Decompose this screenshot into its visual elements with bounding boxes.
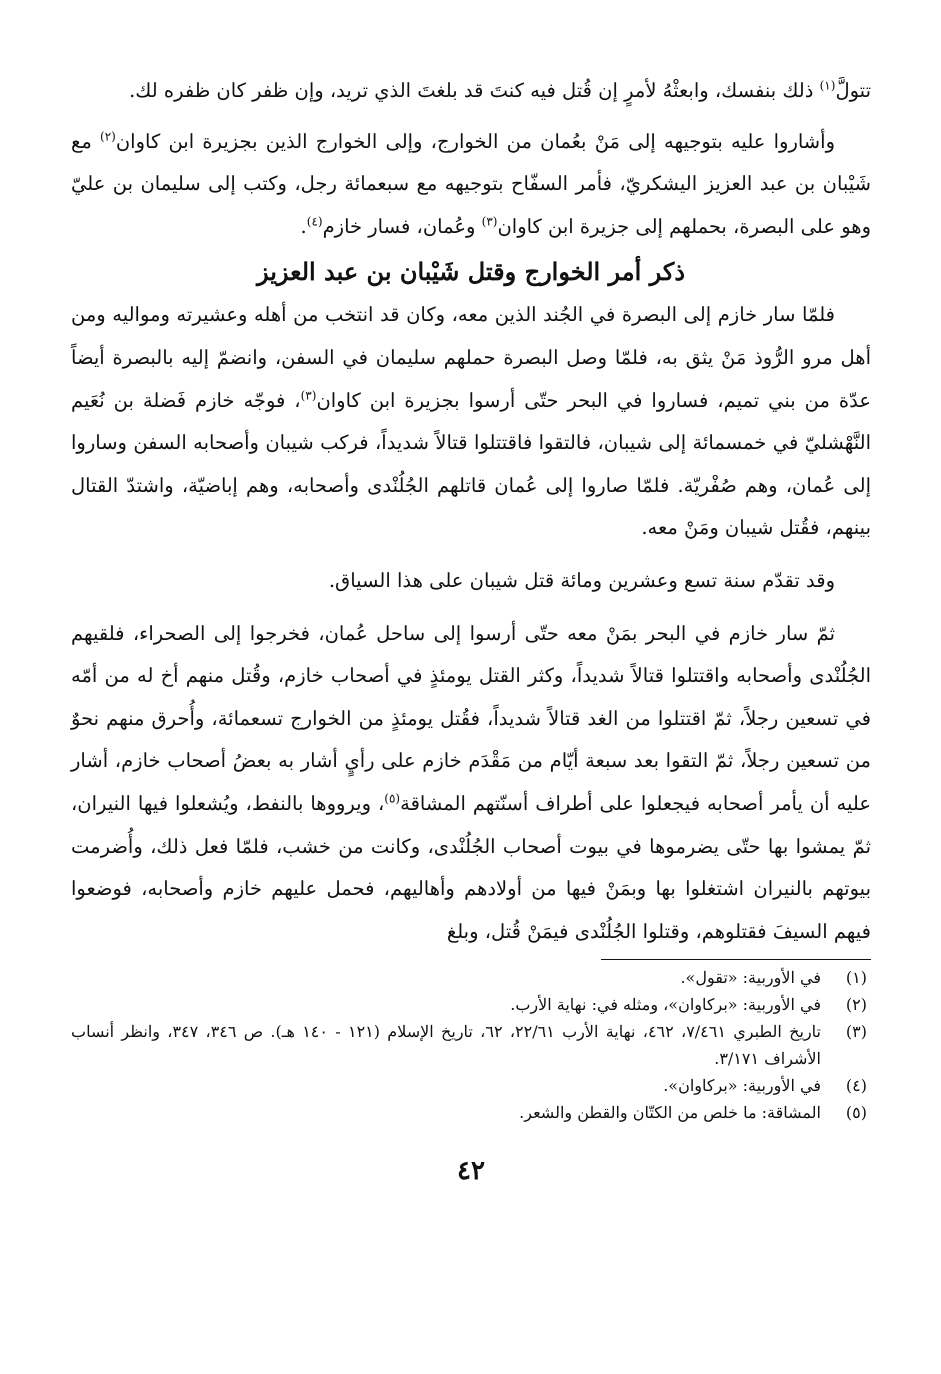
book-page [71, 70, 871, 1186]
page-number: ٤٢ [457, 1156, 485, 1187]
footnote-ref-3[interactable]: (٣) [481, 214, 498, 229]
footnote-number: (٥) [845, 1103, 867, 1123]
footnote-number: (٣) [845, 1022, 867, 1042]
text-run: ذلك بنفسك، وابعثْهُ لأمرٍ إن قُتل فيه كنتَ قد بلغتَ الذي تريد، وإن ظفر كان ظفره لك. [129, 79, 820, 102]
footnote-text: في الأوربية: «بركاوان»، ومثله في: نهاية الأرب. [510, 995, 821, 1015]
paragraph-3 [71, 294, 871, 550]
paragraph-5 [71, 613, 871, 954]
footnotes [71, 964, 871, 1126]
footnote-1 [71, 964, 871, 991]
text-run: وأشاروا عليه بتوجيهه إلى مَنْ بعُمان من الخوارج، وإلى الخوارج الذين بجزيرة ابن كاوان [115, 129, 835, 153]
footnote-number: (٢) [845, 995, 867, 1015]
footnote-ref-3[interactable]: (٣) [300, 388, 317, 403]
footnote-ref-2[interactable]: (٢) [100, 129, 116, 144]
footnote-ref-1[interactable]: (١) [819, 78, 836, 93]
footnote-4 [71, 1072, 871, 1099]
text-run: ثمّ سار خازم في البحر بمَنْ معه حتّى أرسوا إلى ساحل عُمان، فخرجوا إلى الصحراء، فلقيهم الجُلُنْدى وأصحابه واقتتلوا قتالاً شديداً، وكثر القتل يومئذٍ في أصحاب خازم، وقُتل منهم أخ له من أمّه في تسعين رجلاً، ثمّ اقتتلوا من الغد قتالاً شديداً، فقُتل يومئذٍ من الخوارج تسعمائة، وأُحرق منهم نحوٌ من تسعين رجلاً، ثمّ التقوا بعد سبعة أيّام من مَقْدَم خازم على رأيٍ أشار به بعضُ أصحاب خازم، أشار عليه أن يأمر أصحابه فيجعلوا على أطراف أسنّتهم المشاقة [71, 621, 871, 815]
footnote-text: في الأوربية: «بركاوان». [663, 1076, 821, 1096]
paragraph-4 [71, 560, 871, 603]
footnote-divider [601, 959, 871, 960]
text-run: ، ويرووها بالنفط، ويُشعلوا فيها النيران، ثمّ يمشوا بها حتّى يضرموها في بيوت أصحاب الجُلُنْدى، وكانت من خشب، فلمّا فعل ذلك، وأُضرمت بيوتهم بالنيران اشتغلوا بها وبمَنْ فيها من أولادهم وأهاليهم، فحمل عليهم خازم وأصحابه، فوضعوا فيهم السيفَ فقتلوهم، وقتلوا الجُلُنْدى فيمَنْ قُتل، وبلغ [71, 791, 871, 943]
text-run: تتولَّ [835, 79, 871, 102]
section-heading: ذكر أمر الخوارج وقتل شَيْبان بن عبد العزيز [256, 257, 686, 287]
footnote-2 [71, 991, 871, 1018]
text-run: وقد تقدّم سنة تسع وعشرين ومائة قتل شيبان على هذا السياق. [328, 568, 835, 592]
footnote-3 [71, 1018, 871, 1072]
text-run: وعُمان، فسار خازم [322, 214, 482, 238]
text-run: فلمّا سار خازم إلى البصرة في الجُند الذين معه، وكان قد انتخب من أهله وعشيرته ومواليه ومن أهل مرو الرُّوذ مَنْ يثق به، فلمّا وصل البصرة حملهم سليمان في السفن، وانضمّ إليه بالبصرة أيضاً عدّة من بني تميم، فساروا في البحر حتّى أرسوا بجزيرة ابن كاوان [71, 303, 871, 412]
footnote-text: المشاقة: ما خلص من الكتّان والقطن والشعر. [519, 1103, 821, 1123]
text-run: . [300, 214, 307, 238]
footnote-text: تاريخ الطبري ٧/٤٦١، ٤٦٢، نهاية الأرب ٢٢/٦١، ٦٢، تاريخ الإسلام (١٢١ - ١٤٠ هـ). ص ٣٤٦، ٣٤٧، وانظر أنساب الأشراف ٣/١٧١. [71, 1022, 822, 1069]
footnote-number: (٤) [845, 1076, 867, 1096]
text-run: ، فوجّه خازم فَضلة بن نُعَيم النَّهْشليّ في خمسمائة إلى شيبان، فالتقوا فاقتتلوا قتالاً شديداً، فركب شيبان وأصحابه السفن وساروا إلى عُمان، وهم صُفْريّة. فلمّا صاروا إلى عُمان قاتلهم الجُلُنْدى وأصحابه، وهم إباضيّة، واشتدّ القتال بينهم، فقُتل شيبان ومَنْ معه. [71, 388, 871, 540]
paragraph-2 [71, 121, 871, 249]
text-run: مع شَيْبان بن عبد العزيز اليشكريّ، فأمر السفّاح بتوجيهه مع سبعمائة رجل، وكتب إلى سليمان بن عليّ وهو على البصرة، بحملهم إلى جزيرة ابن كاوان [71, 129, 871, 238]
footnote-ref-4[interactable]: (٤) [306, 214, 323, 229]
paragraph-1 [71, 70, 871, 113]
footnote-text: في الأوربية: «تقول». [680, 968, 821, 988]
footnote-number: (١) [845, 968, 867, 988]
footnote-ref-5[interactable]: (٥) [384, 791, 401, 806]
footnote-5 [71, 1099, 871, 1126]
